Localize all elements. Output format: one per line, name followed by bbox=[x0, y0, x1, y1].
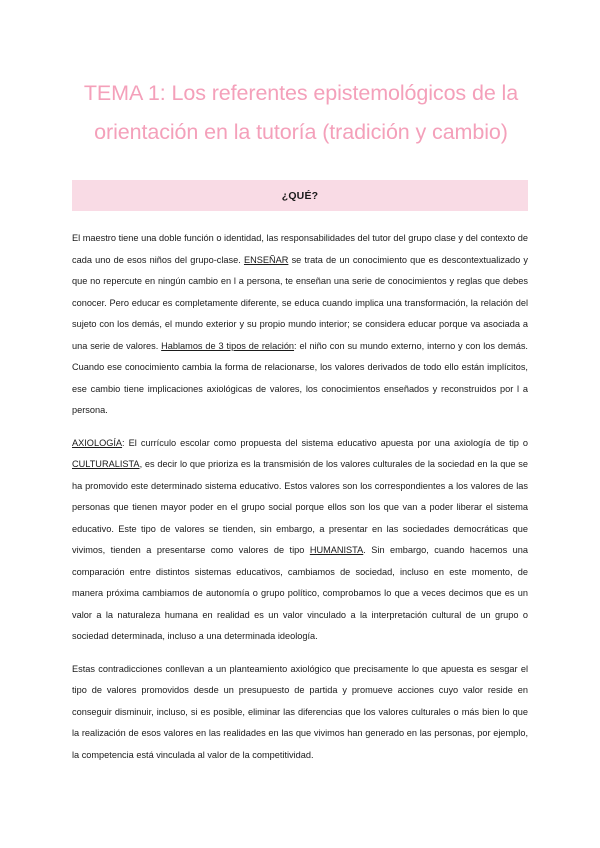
text-run: Estas contradicciones conllevan a un planteamiento axiológico que precisamente lo que apuesta es sesgar el tipo de valores promovidos desde un presupuesto de partida y promueve acciones cuyo valor reside en conseguir disminuir, incluso, si es posible, eliminar las diferencias que los valores culturales o más bien lo que la realización de esos valores en las realidades en las que vivimos han generado en las personas, por ejemplo, la competencia está vinculada al valor de la competitividad. bbox=[72, 663, 528, 760]
text-run: : El currículo escolar como propuesta del sistema educativo apuesta por una axiología de tip o bbox=[122, 437, 528, 448]
text-run: El maestro tiene una doble función o identidad, las responsabilidades del tutor del grupo clase y del contexto de cada uno de esos niños del grupo-clase. bbox=[72, 233, 528, 265]
keyword-ensenar: ENSEÑAR bbox=[243, 254, 289, 265]
page-title: TEMA 1: Los referentes epistemológicos de la orientación en la tutoría (tradición y cambio) bbox=[83, 81, 519, 144]
paragraph-contradicciones bbox=[72, 659, 528, 767]
document-body bbox=[72, 228, 528, 777]
keyword-axiologia: AXIOLOGÍA bbox=[72, 437, 123, 448]
text-run: . Sin embargo, cuando hacemos una comparación entre distintos sistemas educativos, cambiamos de sociedad, incluso en este momento, de manera próxima cambiamos de autonomía o grupo político, comprobamos lo que a veces decimos que es un valor a la naturaleza humana en realidad es un valor vinculado a la interpretación cultural de un grupo o sociedad determinada, incluso a una determinada ideología. bbox=[72, 545, 528, 641]
text-run: : el niño con su mundo externo, interno y con los demás. Cuando ese conocimiento cambia la forma de relacionarse, los valores derivados de todo ello están implícitos, ese cambio tiene implicaciones axiológicas de valores, los conocimientos enseñados y reconstruidos por l a persona. bbox=[72, 340, 528, 415]
keyword-culturalista: CULTURALISTA bbox=[72, 459, 140, 469]
paragraph-axiologia bbox=[72, 433, 528, 648]
keyword-relaciones: Hablamos de 3 tipos de relación bbox=[161, 340, 295, 351]
text-run: se trata de un conocimiento que es descontextualizado y que no repercute en ningún cambio en l a persona, te enseñan una serie de conocimientos y reglas que debes conocer. Pero educar es completamente diferente, se educa cuando implica una transformación, la relación del sujeto con los demás, el mundo exterior y su propio mundo interior; se considera educar porque va asociada a una serie de valores. bbox=[72, 254, 529, 351]
text-run: , es decir lo que prioriza es la transmisión de los valores culturales de la sociedad en la que se ha promovido este determinado sistema educativo. Estos valores son los correspondientes a los valores de las personas que tienen mayor poder en el grupo social porque ellos son los que van a poder liberar el sistema educativo. Este tipo de valores se tienden, sin embargo, a presentar en las sociedades democráticas que vivimos, tienden a presentarse como valores de tipo bbox=[72, 459, 528, 555]
keyword-humanista: HUMANISTA bbox=[309, 545, 364, 555]
section-heading-band bbox=[72, 180, 528, 211]
paragraph-intro bbox=[72, 228, 528, 422]
section-heading: ¿QUÉ? bbox=[281, 189, 319, 202]
